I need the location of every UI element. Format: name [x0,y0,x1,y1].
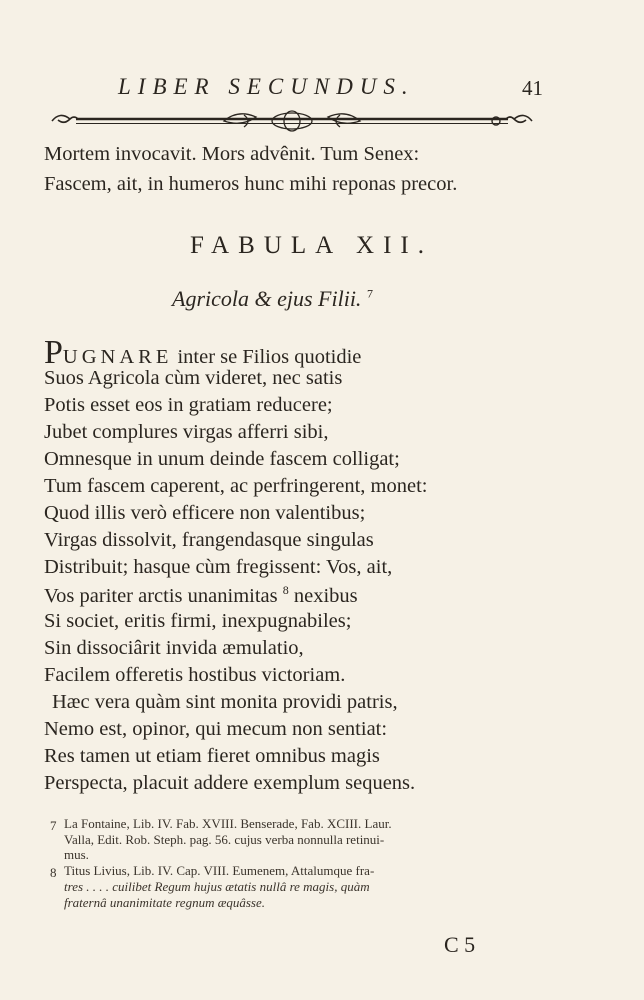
verse-note-ref: 8 [282,583,289,597]
verse-line: Facilem offeretis hostibus victoriam. [44,664,346,686]
footnote-8-number: 8 [50,865,57,880]
footnote-8-line-1: Titus Livius, Lib. IV. Cap. VIII. Eumenem, Attalumque fra- [64,863,375,878]
page-number: 41 [522,76,543,100]
fable-subtitle-text: Agricola & ejus Filii. [172,286,362,311]
footnote-7-line-1: La Fontaine, Lib. IV. Fab. XVIII. Benserade, Fab. XCIII. Laur. [64,816,392,831]
verse-line-9-text: Vos pariter arctis unanimitas [44,584,278,607]
footnote-7-number: 7 [50,818,57,833]
opening-line-2: Fascem, ait, in humeros hunc mihi reponas precor. [44,173,458,195]
verse-line: Res tamen ut etiam fieret omnibus magis [44,745,380,767]
verse-line-with-note [44,583,358,608]
running-head: LIBER SECUNDUS. [118,74,415,99]
verse-line: Sin dissociârit invida æmulatio, [44,637,304,659]
verse-line: Si societ, eritis firmi, inexpugnabiles; [44,610,352,632]
verse-line: Potis esset eos in gratiam reducere; [44,394,333,416]
verse-line: Tum fascem caperent, ac perfringerent, monet: [44,475,428,497]
verse-line-first [44,336,361,370]
verse-line: Quod illis verò efficere non valentibus; [44,502,366,524]
signature-mark: C 5 [444,932,476,957]
footnote-7-line-3: mus. [64,847,89,862]
verse-line-9-tail: nexibus [288,584,358,607]
fable-subtitle-note-ref: 7 [366,286,373,301]
fable-subtitle [172,286,373,312]
first-line-rest: inter se Filios quotidie [172,346,362,368]
verse-line: Virgas dissolvit, frangendasque singulas [44,529,374,551]
opening-line-1: Mortem invocavit. Mors advênit. Tum Senex: [44,143,420,165]
initial-word-rest: UGNARE [62,346,173,368]
verse-line: Distribuit; hasque cùm fregissent: Vos, ait, [44,556,393,578]
footnote-8-line-3: fraternâ unanimitate regnum æquâsse. [64,895,266,910]
verse-line: Jubet complures virgas afferri sibi, [44,421,329,443]
verse-line: Hæc vera quàm sint monita providi patris, [52,691,398,713]
initial-letter: P [44,334,63,371]
ornament-rule-icon [48,107,536,135]
verse-line: Nemo est, opinor, qui mecum non sentiat: [44,718,388,740]
page-header [0,70,644,110]
fable-title: FABULA XII. [190,232,433,259]
verse-line: Perspecta, placuit addere exemplum sequens. [44,772,416,794]
verse-line: Suos Agricola cùm videret, nec satis [44,367,343,389]
verse-line: Omnesque in unum deinde fascem colligat; [44,448,400,470]
footnote-8-line-2: tres . . . . cuilibet Regum hujus ætatis nullâ re magis, quàm [64,879,370,894]
footnote-7-line-2: Valla, Edit. Rob. Steph. pag. 56. cujus verba nonnulla retinui- [64,832,385,847]
